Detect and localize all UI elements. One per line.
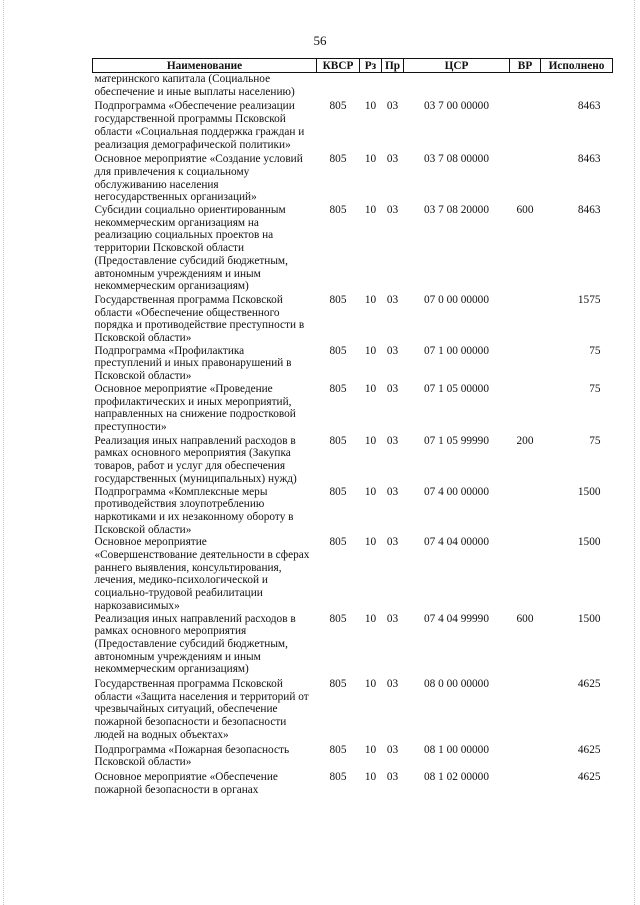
cell-name: Государственная программа Псковской области «Обеспечение общественного порядка и противодействие преступности в Псковской области» [94,293,305,345]
cell-vr [510,486,541,537]
table-row [93,536,613,612]
cell-csr: 08 0 00 00000 [424,678,489,691]
cell-rz: 10 [364,293,377,306]
cell-rz: 10 [364,204,377,217]
cell-kvsr: 805 [329,434,347,447]
cell-kvsr: 805 [329,770,347,783]
page-number: 56 [313,33,327,48]
cell-done: 75 [589,344,601,357]
cell-vr [510,100,541,153]
cell-name: Реализация иных направлений расходов в рамках основного мероприятия (Предоставление субсидий бюджетным, автономным учреждениям и иным некоммерческим организациям) [94,612,296,676]
cell-vr: 200 [516,434,534,447]
cell-pr: 03 [386,204,399,217]
cell-rz: 10 [364,743,377,756]
cell-csr: 07 1 00 00000 [424,344,489,357]
cell-name: Подпрограмма «Пожарная безопасность Псковской области» [94,743,290,769]
cell-csr: 07 1 05 00000 [424,382,489,395]
cell-csr: 08 1 02 00000 [424,770,489,783]
cell-pr: 03 [386,100,399,113]
cell-pr: 03 [386,153,399,166]
cell-kvsr: 805 [329,536,347,549]
cell-csr: 07 4 04 00000 [424,536,489,549]
scan-edge-left [3,0,4,905]
scan-edge-right [634,0,635,905]
cell-name: Реализация иных направлений расходов в рамках основного мероприятия (Закупка товаров, работ и услуг для обеспечения государственных (муниципальных) нужд) [94,434,297,485]
table-row [93,613,613,679]
cell-kvsr: 805 [329,100,347,113]
cell-pr: 03 [386,770,399,783]
cell-rz: 10 [364,612,377,625]
cell-name: Основное мероприятие «Совершенствование деятельности в сферах раннего выявления, консультирования, лечения, медико-психологической и социально-трудовой реабилитации наркозависимых» [94,536,310,612]
cell-rz: 10 [364,536,377,549]
cell-csr: 07 1 05 99990 [424,434,489,447]
header-rz: Рз [360,59,382,73]
cell-rz: 10 [364,678,377,691]
cell-kvsr: 805 [329,204,347,217]
cell-pr: 03 [386,485,399,498]
header-vr: ВР [510,59,541,73]
cell-kvsr: 805 [329,485,347,498]
cell-kvsr: 805 [329,344,347,357]
cell-rz: 10 [364,382,377,395]
cell-done: 75 [589,434,601,447]
table-row [93,771,613,796]
cell-pr: 03 [386,382,399,395]
table-row [93,383,613,435]
cell-csr: 08 1 00 00000 [424,743,489,756]
cell-vr [510,73,541,101]
cell-csr: 03 7 00 00000 [424,100,489,113]
cell-kvsr: 805 [329,678,347,691]
cell-done: 4625 [577,678,601,691]
cell-pr [382,73,404,101]
cell-csr [404,73,510,101]
cell-name: Основное мероприятие «Проведение профилактических и иных мероприятий, направленных на снижение подростковой преступности» [94,382,296,433]
cell-rz: 10 [364,100,377,113]
cell-done: 8463 [577,204,601,217]
table-row [93,345,613,383]
cell-kvsr: 805 [329,743,347,756]
cell-name: Субсидии социально ориентированным некоммерческим организациям на реализацию социальных проектов на территории Псковской области (Предоставление субсидий бюджетным, автономным учреждениям и иным некоммерческим организациям) [94,204,288,293]
cell-pr: 03 [386,612,399,625]
cell-vr [510,771,541,796]
cell-vr [510,383,541,435]
table-row [93,294,613,345]
cell-rz: 10 [364,434,377,447]
header-csr: ЦСР [404,59,510,73]
cell-pr: 03 [386,536,399,549]
cell-kvsr [317,73,360,101]
cell-name: Подпрограмма «Профилактика преступлений и иных правонарушений в Псковской области» [94,344,292,383]
cell-name: Основное мероприятие «Создание условий для привлечения к социальному обслуживанию населения негосударственных организаций» [94,153,303,204]
cell-vr [510,744,541,771]
cell-vr [510,536,541,612]
cell-rz: 10 [364,485,377,498]
cell-csr: 07 4 00 00000 [424,485,489,498]
cell-vr [510,294,541,345]
header-kvsr: КВСР [317,59,360,73]
cell-kvsr: 805 [329,382,347,395]
cell-done [541,73,613,101]
cell-done: 1500 [577,536,601,549]
cell-rz: 10 [364,344,377,357]
cell-done: 4625 [577,743,601,756]
table-row [93,744,613,771]
cell-pr: 03 [386,434,399,447]
cell-name: Основное мероприятие «Обеспечение пожарной безопасности в органах [94,770,278,796]
cell-vr [510,678,541,744]
cell-done: 4625 [577,770,601,783]
cell-name: материнского капитала (Социальное обеспечение и иные выплаты населению) [94,73,295,98]
cell-done: 8463 [577,153,601,166]
budget-table [92,58,613,796]
cell-pr: 03 [386,743,399,756]
cell-vr: 600 [516,204,534,217]
cell-done: 1500 [577,612,601,625]
cell-pr: 03 [386,678,399,691]
cell-vr: 600 [516,612,534,625]
cell-rz: 10 [364,153,377,166]
cell-vr [510,345,541,383]
table-header-row [93,59,613,73]
table-row [93,73,613,101]
table-row [93,204,613,294]
cell-kvsr: 805 [329,153,347,166]
cell-pr: 03 [386,293,399,306]
table-body [93,73,613,797]
cell-vr [510,153,541,204]
table-row [93,435,613,486]
cell-name: Государственная программа Псковской области «Защита населения и территорий от чрезвычайных ситуаций, обеспечение пожарной безопасности и безопасности людей на водных объектах» [94,678,309,741]
cell-done: 8463 [577,100,601,113]
header-done: Исполнено [541,59,613,73]
cell-csr: 07 0 00 00000 [424,293,489,306]
table-row [93,486,613,537]
cell-csr: 03 7 08 00000 [424,153,489,166]
header-name: Наименование [93,59,317,73]
table-row [93,153,613,204]
cell-csr: 03 7 08 20000 [424,204,489,217]
cell-done: 1575 [577,293,601,306]
cell-rz [360,73,382,101]
table-row [93,100,613,153]
cell-done: 75 [589,382,601,395]
cell-csr: 07 4 04 99990 [424,612,489,625]
header-pr: Пр [382,59,404,73]
cell-rz: 10 [364,770,377,783]
table-row [93,678,613,744]
cell-name: Подпрограмма «Комплексные меры противодействия злоупотреблению наркотиками и их незаконному обороту в Псковской области» [94,485,294,536]
cell-name: Подпрограмма «Обеспечение реализации государственной программы Псковской области «Социальная поддержка граждан и реализация демографической политики» [94,100,305,151]
cell-kvsr: 805 [329,293,347,306]
cell-pr: 03 [386,344,399,357]
cell-kvsr: 805 [329,612,347,625]
cell-done: 1500 [577,485,601,498]
